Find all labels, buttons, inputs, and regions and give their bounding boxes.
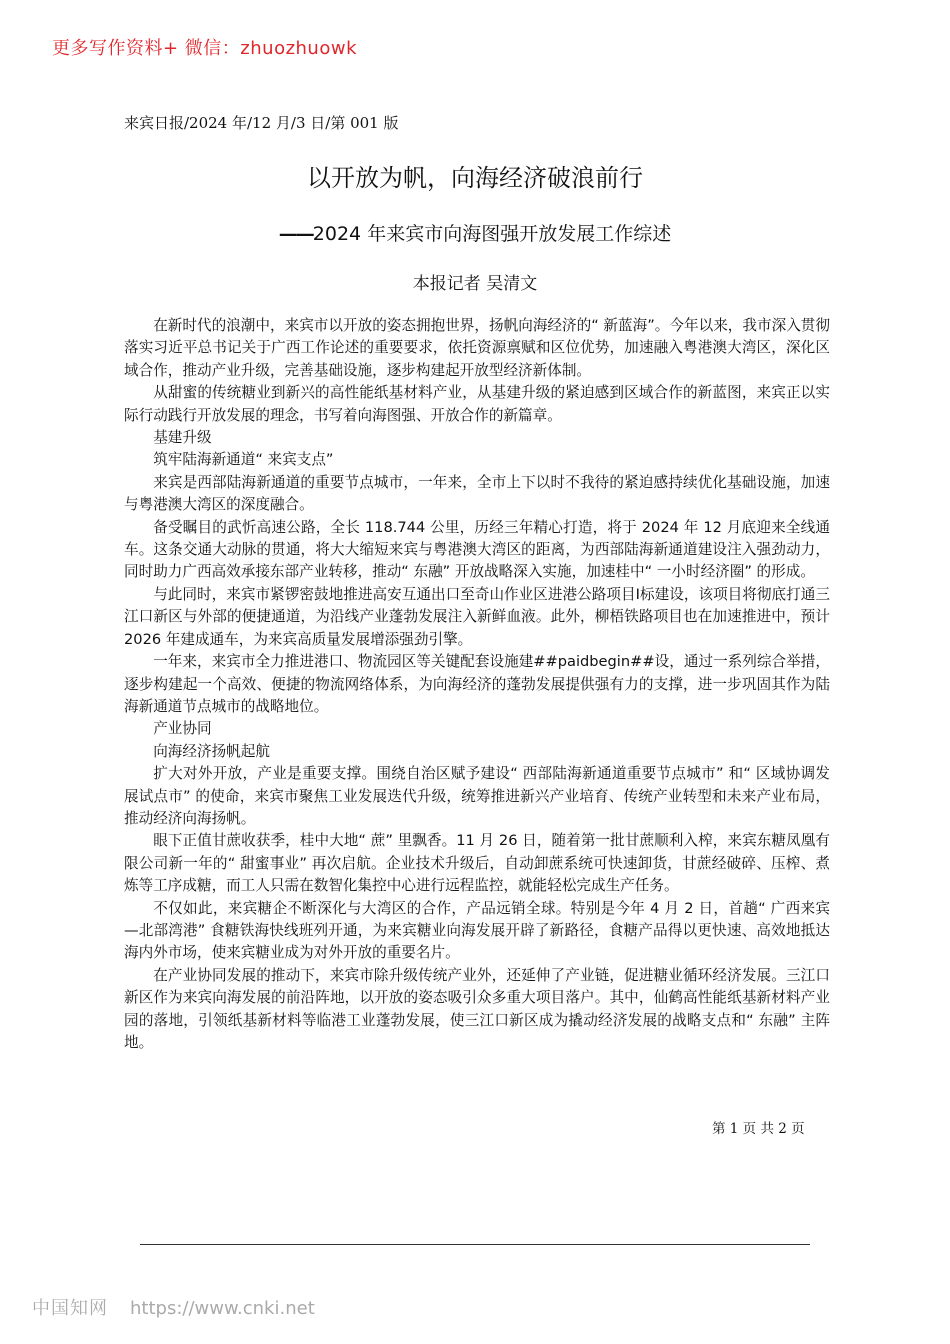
page-indicator: 第 1 页 共 2 页 <box>712 1121 805 1137</box>
paragraph: 扩大对外开放，产业是重要支撑。围绕自治区赋予建设“ 西部陆海新通道重要节点城市” 和“ 区域协调发展试点市” 的使命，来宾市聚焦工业发展迭代升级，统筹推进新兴产业培育、传统产业转型和未来产业布局，推动经济向海扬帆。 <box>124 765 830 827</box>
section-subheading: 筑牢陆海新通道“ 来宾支点” <box>153 451 334 469</box>
subtitle-text: 2024 年来宾市向海图强开放发展工作综述 <box>312 223 672 245</box>
article-title: 以开放为帆，向海经济破浪前行 <box>307 164 643 192</box>
paragraph: 从甜蜜的传统糖业到新兴的高性能纸基材料产业，从基建升级的紧迫感到区域合作的新蓝图，来宾正以实际行动践行开放发展的理念，书写着向海图强、开放合作的新篇章。 <box>124 384 830 424</box>
article-subtitle <box>0 219 950 246</box>
paragraph: 一年来，来宾市全力推进港口、物流园区等关键配套设施建##paidbegin##设，通过一系列综合举措，逐步构建起一个高效、便捷的物流网络体系，为向海经济的蓬勃发展提供强有力的支撑，进一步巩固其作为陆海新通道节点城市的战略地位。 <box>124 653 830 715</box>
paragraph: 眼下正值甘蔗收获季，桂中大地“ 蔗” 里飘香。11 月 26 日，随着第一批甘蔗顺利入榨，来宾东糖凤凰有限公司新一年的“ 甜蜜事业” 再次启航。企业技术升级后，自动卸蔗系统可快速卸货，甘蔗经破碎、压榨、煮炼等工序成糖，而工人只需在数智化集控中心进行远程监控，就能轻松完成生产任务。 <box>124 832 830 895</box>
article-byline: 本报记者 吴清文 <box>412 274 538 294</box>
subtitle-dash: —— <box>278 223 313 245</box>
footer-divider <box>140 1244 810 1245</box>
article-body <box>124 315 830 1054</box>
footer-site-name: 中国知网 <box>32 1298 108 1319</box>
article-source: 来宾日报/2024 年/12 月/3 日/第 001 版 <box>124 114 399 132</box>
section-heading: 基建升级 <box>153 429 212 447</box>
paragraph: 在新时代的浪潮中，来宾市以开放的姿态拥抱世界，扬帆向海经济的“ 新蓝海”。今年以来，我市深入贯彻落实习近平总书记关于广西工作论述的重要要求，依托资源禀赋和区位优势，加速融入粤港澳大湾区，深化区域合作，推动产业升级，完善基础设施，逐步构建起开放型经济新体制。 <box>124 317 830 379</box>
paragraph: 不仅如此，来宾糖企不断深化与大湾区的合作，产品远销全球。特别是今年 4 月 2 日，首趟“ 广西来宾—北部湾港” 食糖铁海快线班列开通，为来宾糖业向海发展开辟了新路径，食糖产品得以更快速、高效地抵达海内外市场，使来宾糖业成为对外开放的重要名片。 <box>124 899 830 962</box>
section-heading: 产业协同 <box>153 720 212 738</box>
paragraph: 来宾是西部陆海新通道的重要节点城市，一年来，全市上下以时不我待的紧迫感持续优化基础设施，加速与粤港澳大湾区的深度融合。 <box>124 473 830 514</box>
promo-watermark: 更多写作资料+ 微信：zhuozhuowk <box>52 38 358 59</box>
section-subheading: 向海经济扬帆起航 <box>153 742 270 760</box>
footer <box>32 1294 315 1320</box>
footer-url: https://www.cnki.net <box>130 1298 315 1319</box>
paragraph: 在产业协同发展的推动下，来宾市除升级传统产业外，还延伸了产业链，促进糖业循环经济发展。三江口新区作为来宾向海发展的前沿阵地，以开放的姿态吸引众多重大项目落户。其中，仙鹤高性能纸基新材料产业园的落地，引领纸基新材料等临港工业蓬勃发展，使三江口新区成为撬动经济发展的战略支点和“ 东融” 主阵地。 <box>124 966 830 1051</box>
paragraph: 备受瞩目的武忻高速公路，全长 118.744 公里，历经三年精心打造，将于 2024 年 12 月底迎来全线通车。这条交通大动脉的贯通，将大大缩短来宾与粤港澳大湾区的距离，为西部陆海新通道建设注入强劲动力，同时助力广西高效承接东部产业转移，推动“ 东融” 开放战略深入实施，加速桂中“ 一小时经济圈” 的形成。 <box>124 518 830 581</box>
paragraph: 与此同时，来宾市紧锣密鼓地推进高安互通出口至奇山作业区进港公路项目Ⅰ标建设，该项目将彻底打通三江口新区与外部的便捷通道，为沿线产业蓬勃发展注入新鲜血液。此外，柳梧铁路项目也在加速推进中，预计 2026 年建成通车，为来宾高质量发展增添强劲引擎。 <box>124 585 830 648</box>
